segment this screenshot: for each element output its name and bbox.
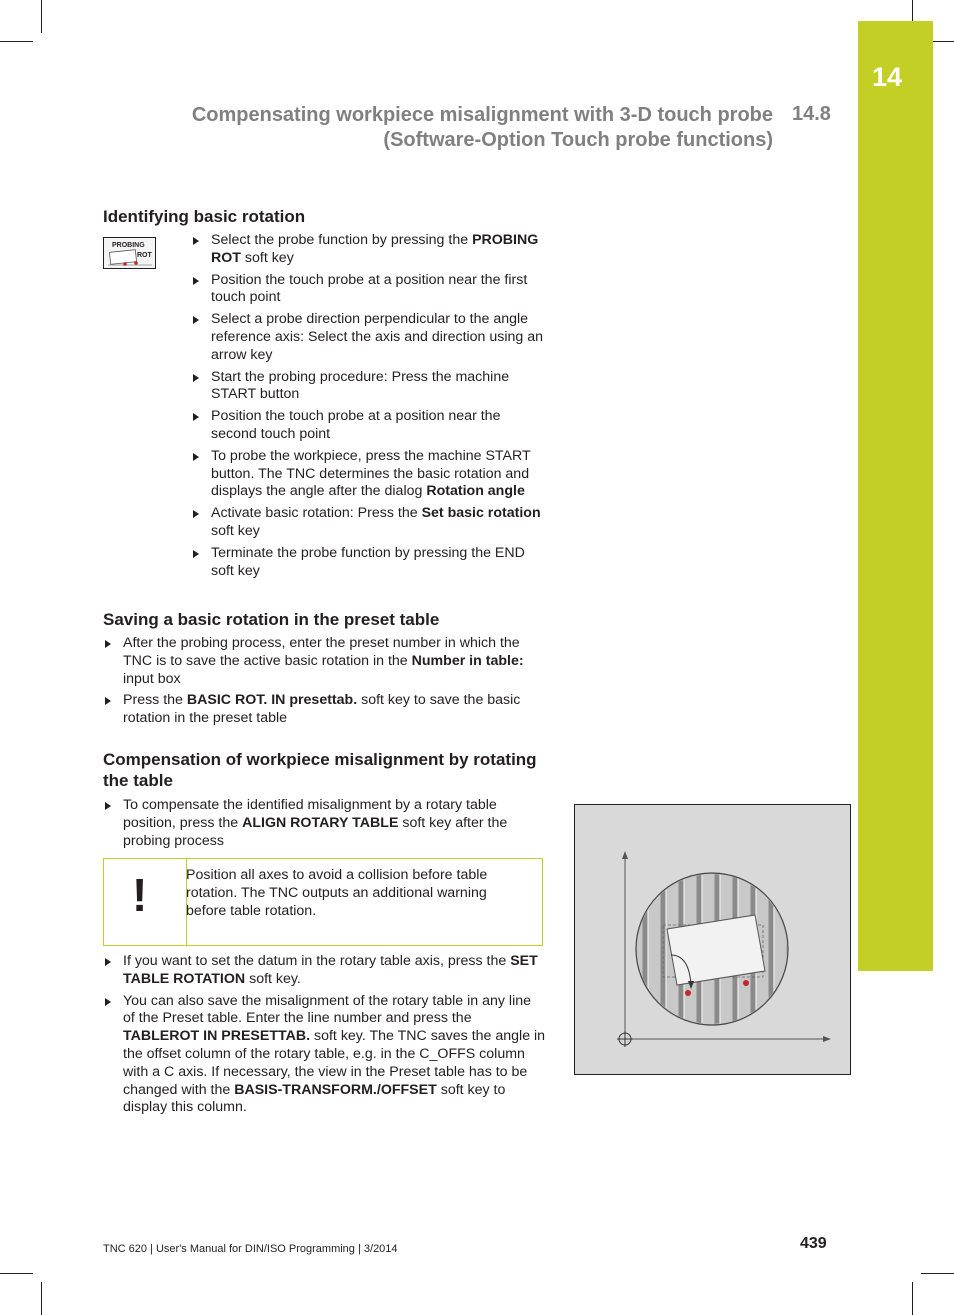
- step-text: Press the: [123, 692, 187, 709]
- step-text: soft key after the probing process: [123, 814, 508, 849]
- header-section-number: 14.8: [792, 103, 831, 125]
- step-text: If you want to set the datum in the rotary table axis, press the: [123, 953, 511, 969]
- softkey-name: ALIGN ROTARY TABLE: [242, 814, 399, 831]
- chapter-tab: [858, 21, 933, 971]
- crop-mark: [41, 1282, 42, 1315]
- list-item: [103, 635, 546, 688]
- heading-rotating-table: Compensation of workpiece misalignment by rotating the table: [103, 750, 537, 790]
- crop-mark: [0, 41, 33, 42]
- rotary-table-illustration: [575, 805, 850, 1074]
- step-text: Start the probing procedure: Press the machine START button: [211, 368, 510, 403]
- list-item: [191, 369, 546, 405]
- softkey-name: SET TABLE ROTATION: [123, 953, 538, 987]
- step-text: soft key: [211, 522, 260, 539]
- chapter-number: 14: [872, 62, 903, 92]
- softkey-name: BASIS-TRANSFORM./OFFSET: [234, 1081, 437, 1098]
- step-text: Position the touch probe at a position near the first touch point: [211, 271, 528, 306]
- softkey-name: TABLEROT IN PRESETTAB.: [123, 1028, 311, 1045]
- exclamation-icon: !: [132, 869, 148, 921]
- warning-note-text: Position all axes to avoid a collision before table rotation. The TNC outputs an additional warning before table rotation.: [186, 867, 488, 919]
- crop-mark: [921, 1273, 954, 1274]
- softkey-label-line2: ROT: [137, 252, 152, 259]
- saving-steps-list: [103, 635, 546, 728]
- warning-note-box: [103, 858, 543, 946]
- list-item: [191, 545, 546, 581]
- crop-mark: [41, 0, 42, 33]
- step-text: soft key: [240, 249, 294, 266]
- list-item: [103, 797, 546, 850]
- step-text: You can also save the misalignment of the rotary table in any line of the Preset table. Enter the line number and press the: [123, 992, 532, 1027]
- heading-saving-basic-rotation: Saving a basic rotation in the preset table: [103, 610, 440, 629]
- step-text: After the probing process, enter the preset number in which the TNC is to save the active basic rotation in the: [123, 635, 520, 669]
- crop-mark: [912, 1282, 913, 1315]
- step-text: soft key to save the basic rotation in the preset table: [123, 692, 521, 727]
- softkey-label-line1: PROBING: [112, 242, 145, 249]
- step-text: soft key to display this column.: [123, 1081, 506, 1116]
- list-item: [191, 272, 546, 308]
- step-text: soft key.: [245, 970, 301, 987]
- list-item: [103, 692, 546, 728]
- list-item: [191, 311, 546, 364]
- footer-text: TNC 620 | User's Manual for DIN/ISO Programming | 3/2014: [103, 1243, 398, 1255]
- heading-identifying-basic-rotation: Identifying basic rotation: [103, 207, 306, 226]
- probing-rot-softkey-icon: [103, 237, 156, 269]
- header-title-line2: (Software-Option Touch probe functions): [383, 129, 773, 151]
- softkey-name: Rotation angle: [426, 483, 525, 500]
- step-text: Activate basic rotation: Press the: [211, 505, 422, 522]
- list-item: [103, 993, 546, 1118]
- softkey-name: PROBING ROT: [211, 232, 539, 266]
- step-text: soft key. The TNC saves the angle in the offset column of the rotary table, e.g. in the C_OFFS column with a C axis. If necessary, the view in the Preset table has to be changed with the: [123, 1028, 546, 1098]
- list-item: [103, 953, 546, 989]
- identifying-steps-list: [191, 232, 546, 580]
- list-item: [191, 232, 546, 268]
- rotating-steps-list-b: [103, 953, 546, 1117]
- step-text: input box: [123, 670, 181, 687]
- step-text: Position the touch probe at a position near the second touch point: [211, 408, 501, 442]
- list-item: [191, 448, 546, 501]
- rotary-table-figure: [574, 804, 851, 1075]
- step-text: Terminate the probe function by pressing the END soft key: [211, 544, 525, 579]
- list-item: [191, 505, 546, 541]
- softkey-name: Number in table:: [411, 652, 524, 669]
- step-text: To compensate the identified misalignment by a rotary table position, press the: [123, 797, 497, 831]
- step-text: To probe the workpiece, press the machine START button. The TNC determines the basic rotation and displays the angle after the dialog: [211, 447, 531, 500]
- header-title-line1: Compensating workpiece misalignment with 3-D touch probe: [191, 104, 773, 126]
- rotating-steps-list-a: [103, 797, 546, 850]
- softkey-name: Set basic rotation: [421, 505, 541, 522]
- step-text: Select a probe direction perpendicular to the angle reference axis: Select the axis and direction using an arrow key: [211, 311, 544, 363]
- list-item: [191, 408, 546, 444]
- softkey-name: BASIC ROT. IN presettab.: [186, 692, 358, 709]
- page-number: 439: [800, 1235, 827, 1252]
- step-text: Select the probe function by pressing the: [211, 232, 473, 248]
- crop-mark: [0, 1273, 33, 1274]
